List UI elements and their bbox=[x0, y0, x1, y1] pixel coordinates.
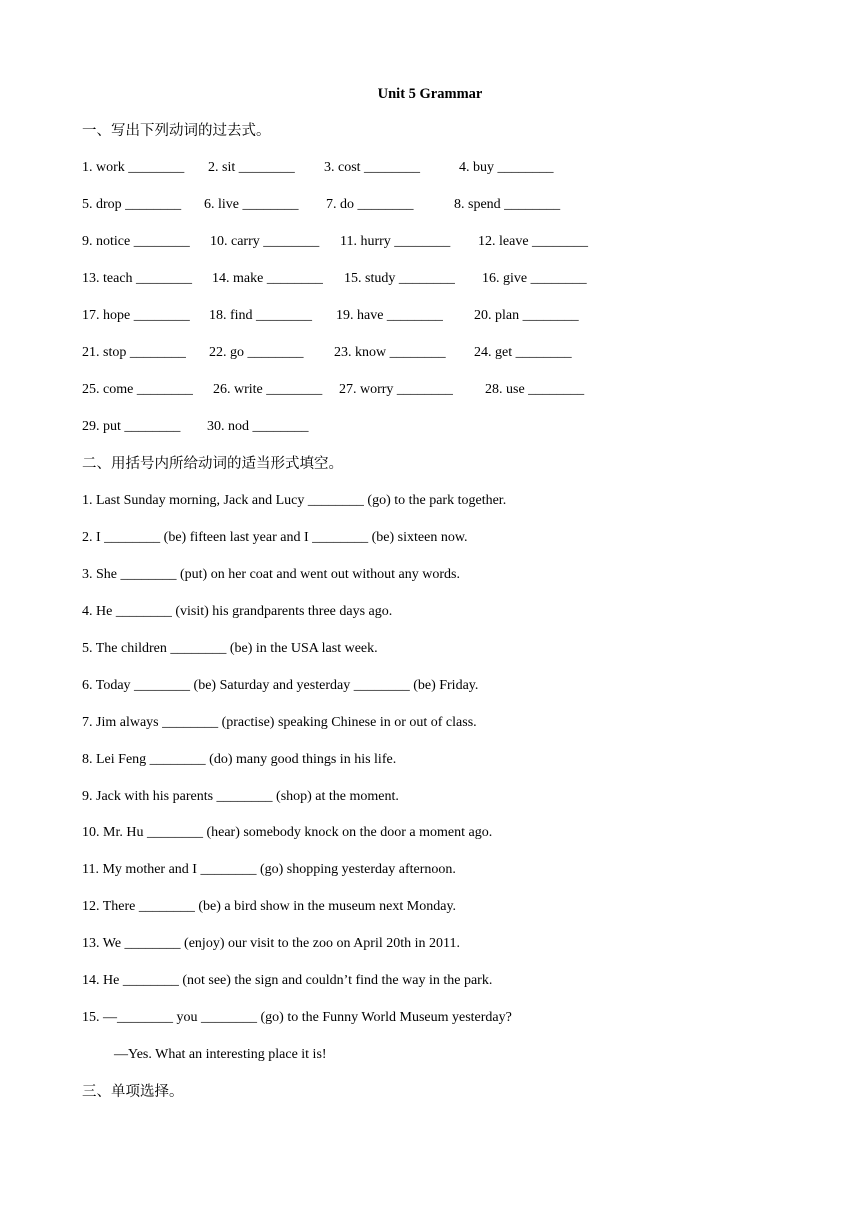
exercise-item: 10. Mr. Hu ________ (hear) somebody knock on the door a moment ago. bbox=[82, 825, 493, 840]
section-1-heading: 一、写出下列动词的过去式。 bbox=[82, 123, 271, 139]
verb-item: 23. know ________ bbox=[334, 345, 446, 360]
exercise-item-reply: —Yes. What an interesting place it is! bbox=[114, 1047, 327, 1062]
exercise-item: 14. He ________ (not see) the sign and couldn’t find the way in the park. bbox=[82, 973, 493, 988]
verb-item: 24. get ________ bbox=[474, 345, 572, 360]
verb-item: 10. carry ________ bbox=[210, 234, 320, 249]
verb-item: 7. do ________ bbox=[326, 197, 414, 212]
verb-item: 21. stop ________ bbox=[82, 345, 186, 360]
verb-item: 30. nod ________ bbox=[207, 419, 309, 434]
verb-item: 1. work ________ bbox=[82, 160, 185, 175]
exercise-item: 1. Last Sunday morning, Jack and Lucy ________ (go) to the park together. bbox=[82, 493, 507, 508]
exercise-item: 5. The children ________ (be) in the USA last week. bbox=[82, 641, 378, 656]
verb-item: 22. go ________ bbox=[209, 345, 304, 360]
verb-item: 14. make ________ bbox=[212, 271, 323, 286]
verb-item: 11. hurry ________ bbox=[340, 234, 451, 249]
exercise-item: 13. We ________ (enjoy) our visit to the zoo on April 20th in 2011. bbox=[82, 936, 461, 951]
verb-item: 18. find ________ bbox=[209, 308, 313, 323]
exercise-item: 7. Jim always ________ (practise) speaking Chinese in or out of class. bbox=[82, 715, 477, 730]
exercise-item: 11. My mother and I ________ (go) shopping yesterday afternoon. bbox=[82, 862, 456, 877]
exercise-item: 8. Lei Feng ________ (do) many good things in his life. bbox=[82, 752, 397, 767]
exercise-item: 3. She ________ (put) on her coat and went out without any words. bbox=[82, 567, 460, 582]
section-3-heading: 三、单项选择。 bbox=[82, 1084, 184, 1100]
verb-item: 3. cost ________ bbox=[324, 160, 421, 175]
verb-item: 5. drop ________ bbox=[82, 197, 182, 212]
exercise-item: 15. —________ you ________ (go) to the Funny World Museum yesterday? bbox=[82, 1010, 512, 1025]
verb-item: 12. leave ________ bbox=[478, 234, 589, 249]
exercise-item: 6. Today ________ (be) Saturday and yesterday ________ (be) Friday. bbox=[82, 678, 479, 693]
exercise-item: 12. There ________ (be) a bird show in the museum next Monday. bbox=[82, 899, 457, 914]
exercise-item: 9. Jack with his parents ________ (shop) at the moment. bbox=[82, 789, 399, 804]
verb-item: 26. write ________ bbox=[213, 382, 323, 397]
verb-item: 13. teach ________ bbox=[82, 271, 193, 286]
verb-item: 27. worry ________ bbox=[339, 382, 453, 397]
verb-item: 25. come ________ bbox=[82, 382, 193, 397]
verb-item: 9. notice ________ bbox=[82, 234, 190, 249]
exercise-item: 2. I ________ (be) fifteen last year and I ________ (be) sixteen now. bbox=[82, 530, 468, 545]
verb-item: 2. sit ________ bbox=[208, 160, 295, 175]
verb-item: 17. hope ________ bbox=[82, 308, 190, 323]
verb-item: 19. have ________ bbox=[336, 308, 443, 323]
verb-item: 4. buy ________ bbox=[459, 160, 554, 175]
verb-item: 15. study ________ bbox=[344, 271, 455, 286]
verb-item: 29. put ________ bbox=[82, 419, 181, 434]
page-title: Unit 5 Grammar bbox=[377, 86, 483, 102]
verb-item: 16. give ________ bbox=[482, 271, 587, 286]
verb-item: 20. plan ________ bbox=[474, 308, 579, 323]
verb-item: 6. live ________ bbox=[204, 197, 299, 212]
verb-item: 28. use ________ bbox=[485, 382, 585, 397]
exercise-item: 4. He ________ (visit) his grandparents three days ago. bbox=[82, 604, 393, 619]
verb-item: 8. spend ________ bbox=[454, 197, 561, 212]
section-2-heading: 二、用括号内所给动词的适当形式填空。 bbox=[82, 456, 343, 472]
